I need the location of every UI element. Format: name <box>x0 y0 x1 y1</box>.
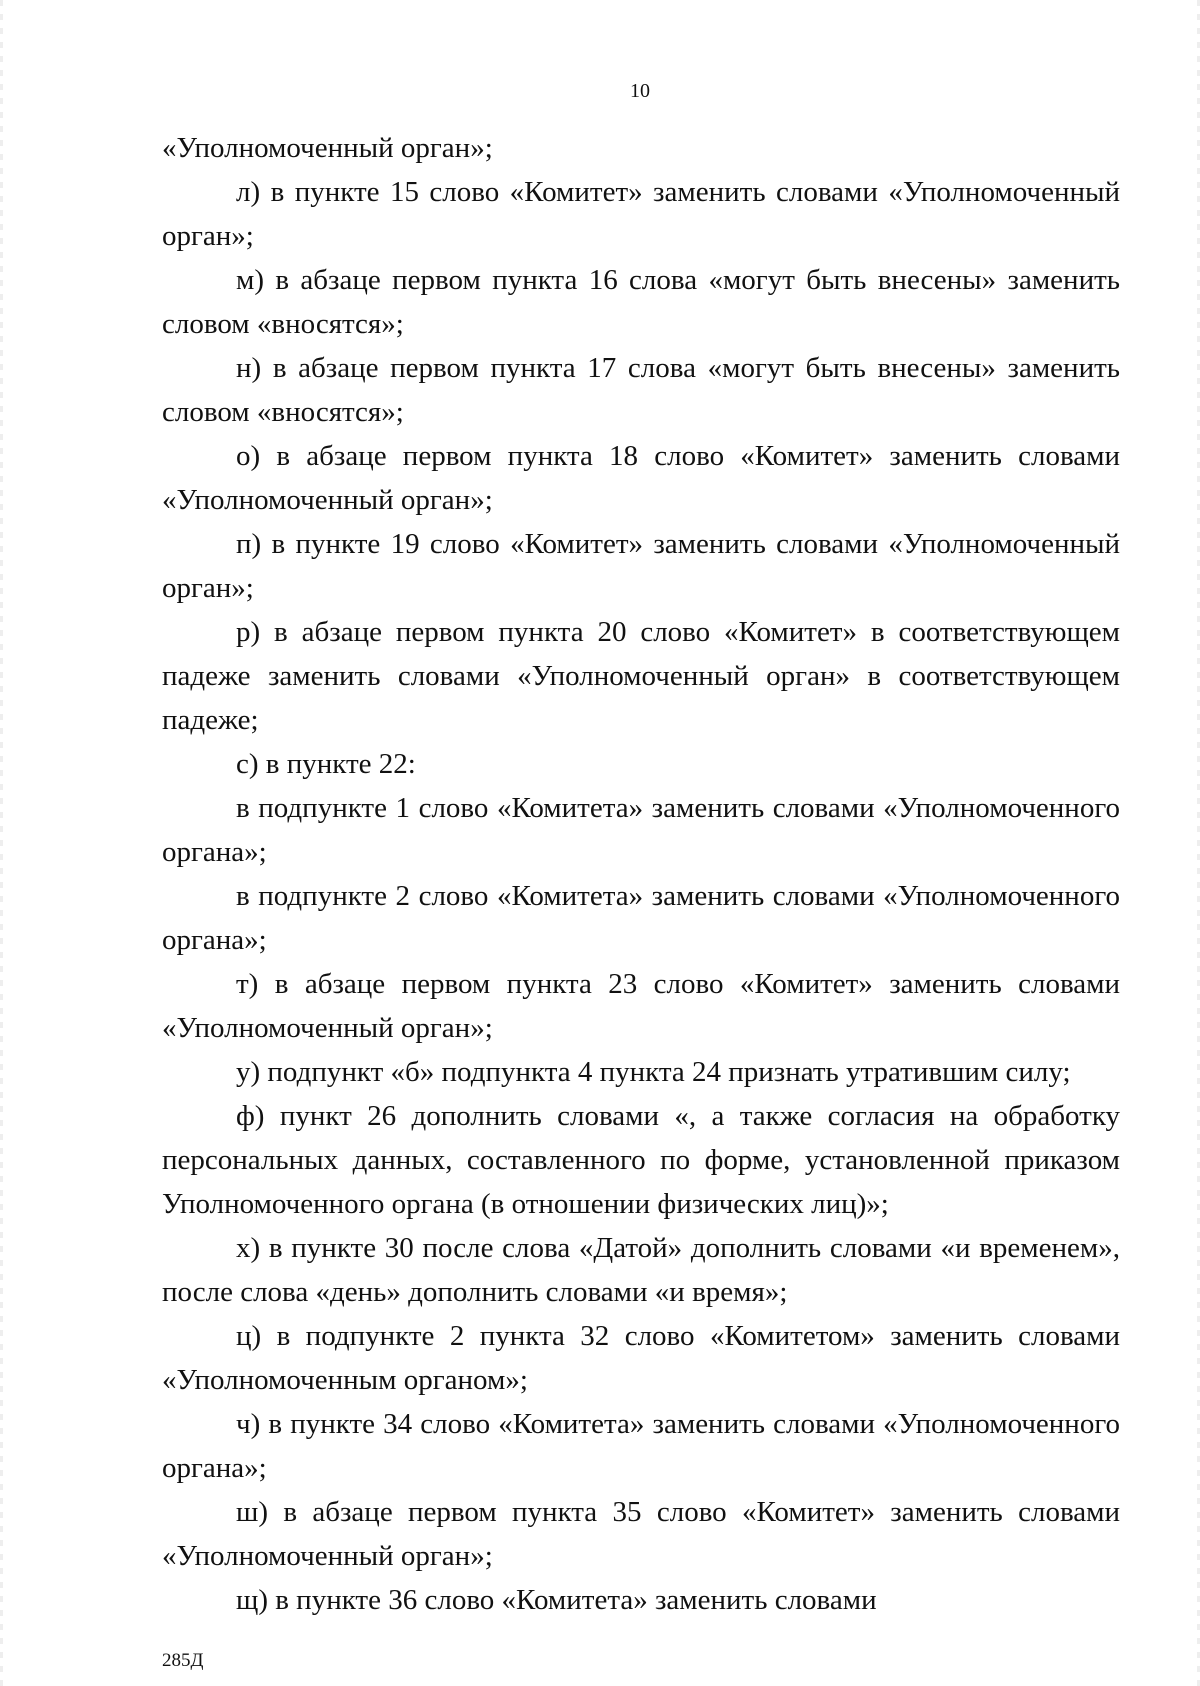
paragraph: в подпункте 2 слово «Комитета» заменить словами «Уполномоченного органа»; <box>162 880 1120 956</box>
page-number: 10 <box>630 80 650 102</box>
paragraph: т) в абзаце первом пункта 23 слово «Комитет» заменить словами «Уполномоченный орган»; <box>162 968 1120 1044</box>
paragraph: п) в пункте 19 слово «Комитет» заменить словами «Уполномоченный орган»; <box>162 528 1120 604</box>
paragraph: ф) пункт 26 дополнить словами «, а также согласия на обработку персональных данных, составленного по форме, установленной приказом Уполномоченного органа (в отношении физических лиц)»; <box>162 1100 1120 1220</box>
paragraph: с) в пункте 22: <box>236 748 416 780</box>
scan-edge-left <box>0 0 3 1686</box>
paragraph: в подпункте 1 слово «Комитета» заменить словами «Уполномоченного органа»; <box>162 792 1120 868</box>
document-body <box>162 126 1120 1622</box>
paragraph: м) в абзаце первом пункта 16 слова «могут быть внесены» заменить словом «вносятся»; <box>162 264 1120 340</box>
paragraph: х) в пункте 30 после слова «Датой» дополнить словами «и временем», после слова «день» дополнить словами «и время»; <box>162 1232 1120 1308</box>
paragraph: о) в абзаце первом пункта 18 слово «Комитет» заменить словами «Уполномоченный орган»; <box>162 440 1120 516</box>
paragraph: н) в абзаце первом пункта 17 слова «могут быть внесены» заменить словом «вносятся»; <box>162 352 1120 428</box>
document-code: 285Д <box>162 1650 204 1671</box>
paragraph: щ) в пункте 36 слово «Комитета» заменить словами <box>236 1584 877 1616</box>
paragraph: л) в пункте 15 слово «Комитет» заменить словами «Уполномоченный орган»; <box>162 176 1120 252</box>
paragraph: «Уполномоченный орган»; <box>162 132 493 164</box>
paragraph: ч) в пункте 34 слово «Комитета» заменить словами «Уполномоченного органа»; <box>162 1408 1120 1484</box>
paragraph: ц) в подпункте 2 пункта 32 слово «Комитетом» заменить словами «Уполномоченным органом»; <box>162 1320 1120 1396</box>
paragraph: у) подпункт «б» подпункта 4 пункта 24 признать утратившим силу; <box>236 1056 1071 1088</box>
paragraph: ш) в абзаце первом пункта 35 слово «Комитет» заменить словами «Уполномоченный орган»; <box>162 1496 1120 1572</box>
paragraph: р) в абзаце первом пункта 20 слово «Комитет» в соответствующем падеже заменить словами «Уполномоченный орган» в соответствующем падеже; <box>162 616 1120 736</box>
